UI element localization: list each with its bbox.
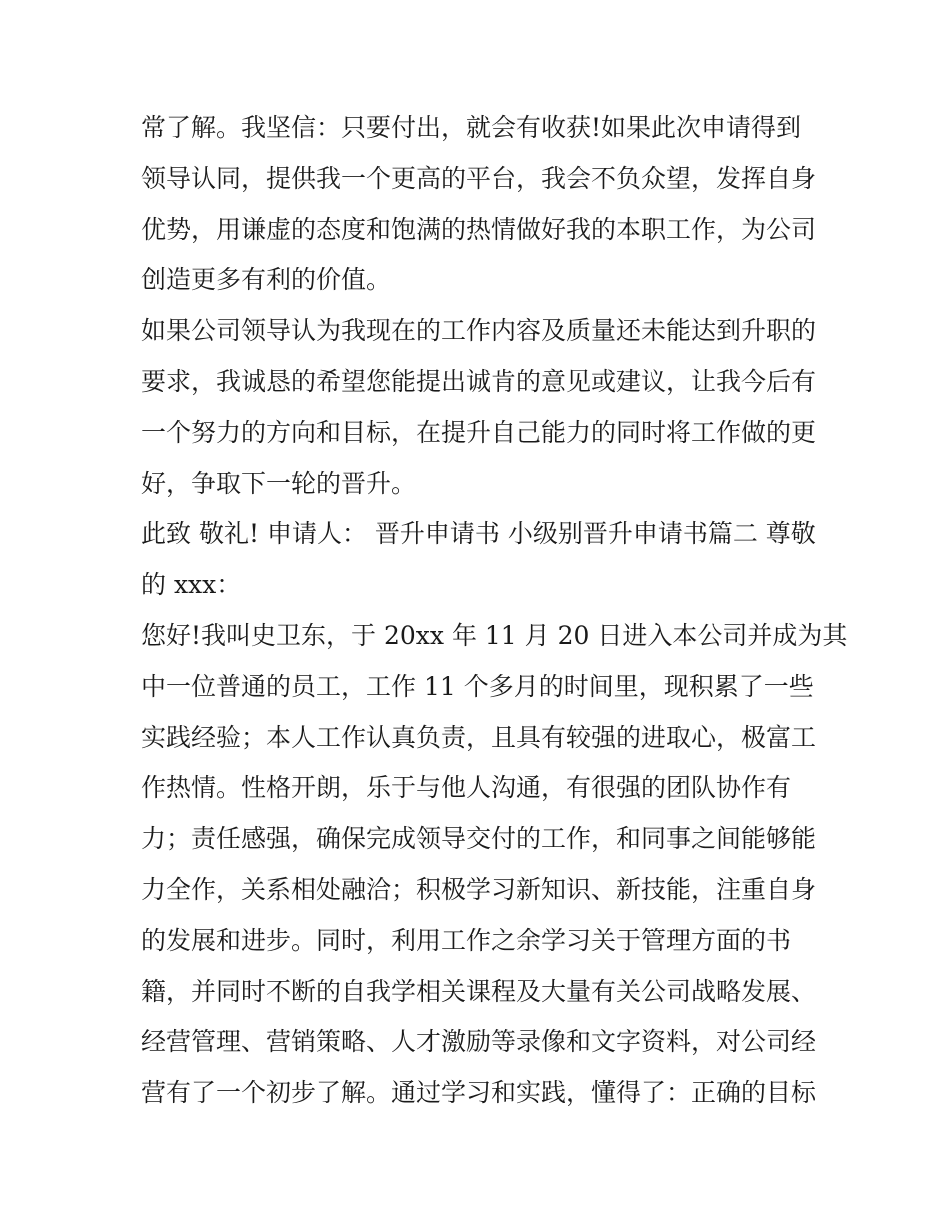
- text-line: 要求，我诚恳的希望您能提出诚肯的意见或建议，让我今后有: [141, 366, 817, 396]
- text-line: 的发展和进步。同时，利用工作之余学习关于管理方面的书: [141, 925, 792, 955]
- text-line: 创造更多有利的价值。: [141, 265, 392, 295]
- text-line: 常了解。我坚信：只要付出，就会有收获!如果此次申请得到: [141, 113, 802, 142]
- text-line: 优势，用谦虚的态度和饱满的热情做好我的本职工作，为公司: [141, 214, 817, 244]
- text-line: 营有了一个初步了解。通过学习和实践，懂得了：正确的目标: [141, 1078, 817, 1108]
- text-line: 此致 敬礼! 申请人： 晋升申请书 小级别晋升申请书篇二 尊敬: [141, 519, 816, 549]
- text-line: 力；责任感强，确保完成领导交付的工作，和同事之间能够能: [141, 824, 817, 854]
- text-line: 力全作，关系相处融洽；积极学习新知识、新技能，注重自身: [141, 874, 817, 904]
- text-line: 籍，并同时不断的自我学相关课程及大量有关公司战略发展、: [141, 976, 817, 1006]
- text-line: 如果公司领导认为我现在的工作内容及质量还未能达到升职的: [141, 316, 817, 346]
- text-line: 作热情。性格开朗，乐于与他人沟通，有很强的团队协作有: [141, 773, 792, 803]
- text-line: 经营管理、营销策略、人才激励等录像和文字资料，对公司经: [141, 1027, 817, 1057]
- body-text: [141, 103, 848, 1119]
- text-line: 中一位普通的员工，工作 11 个多月的时间里，现积累了一些: [141, 671, 814, 701]
- text-line: 实践经验；本人工作认真负责，且具有较强的进取心，极富工: [141, 722, 817, 752]
- text-line: 好，争取下一轮的晋升。: [141, 468, 417, 498]
- text-line: 您好!我叫史卫东，于 20xx 年 11 月 20 日进入本公司并成为其: [141, 620, 848, 650]
- text-line: 的 xxx：: [141, 570, 242, 600]
- text-line: 一个努力的方向和目标，在提升自己能力的同时将工作做的更: [141, 417, 817, 447]
- text-line: 领导认同，提供我一个更高的平台，我会不负众望，发挥自身: [141, 163, 817, 193]
